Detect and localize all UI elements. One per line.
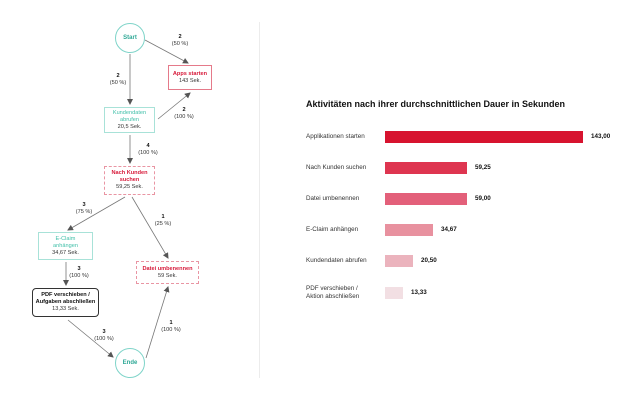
bar-value-label: 34,67 [441,226,457,233]
node-kundendaten-abrufen [104,107,155,133]
bar-category-label: Nach Kunden suchen [306,164,367,171]
edge-label: 1 (25 %) [154,214,172,227]
node-apps-starten [168,65,212,90]
edge-label: 2 (100 %) [174,107,194,120]
node-start [115,23,145,53]
node-ende [115,348,145,378]
node-ende-label: Ende [122,359,138,366]
bar-category-label: PDF verschieben / Aktion abschließen [306,285,360,300]
node-duration: 13,33 Sek. [52,306,79,312]
bar [385,287,403,299]
edge-label: 3 (75 %) [75,202,93,215]
node-name-line1: Kundendaten [112,109,147,116]
node-name: Datei umbenennen [142,265,193,272]
node-nach-kunden-suchen [104,166,155,195]
bar-category-label: Applikationen starten [306,133,365,140]
edge-label: 2 (50 %) [109,73,127,86]
bar-value-label: 20,50 [421,257,437,264]
bar-category-label: Datei umbenennen [306,195,360,202]
edge-label: 2 (50 %) [171,34,189,47]
edge-label: 3 (100 %) [94,329,114,342]
node-name-line2: Aufgaben abschließen [35,299,96,305]
node-name-line2: abrufen [120,116,139,123]
edge-label: 1 (100 %) [161,320,181,333]
node-name-line2: suchen [119,177,140,183]
node-eclaim-anhaengen [38,232,93,260]
bar-value-label: 59,00 [475,195,491,202]
node-duration: 20,5 Sek. [117,123,142,130]
edge-label: 4 (100 %) [138,143,158,156]
node-start-label: Start [123,34,137,41]
chart-title: Aktivitäten nach ihrer durchschnittlichen Dauer in Sekunden [306,99,566,109]
bar-category-label: E-Claim anhängen [306,226,359,233]
bar-category-label: Kundendaten abrufen [306,257,367,264]
node-name-line1: E-Claim [55,235,76,242]
bar [385,131,583,143]
bar [385,162,467,174]
section-divider [259,22,260,378]
node-pdf-verschieben [32,288,99,317]
bar-value-label: 143,00 [591,133,611,140]
bar-value-label: 59,25 [475,164,491,171]
bar [385,255,413,267]
bar-value-label: 13,33 [411,289,427,296]
node-name-line1: Nach Kunden [111,170,148,176]
bar [385,224,433,236]
edge-label: 3 (100 %) [69,266,89,279]
bar [385,193,467,205]
node-duration: 59 Sek. [158,272,177,279]
node-duration: 143 Sek. [178,77,202,84]
node-datei-umbenennen [136,261,199,284]
node-name-line2: anhängen [53,242,78,249]
node-duration: 34,67 Sek. [52,249,79,256]
node-name: Apps starten [172,70,208,77]
node-name-line1: PDF verschieben / [41,292,90,298]
node-duration: 59,25 Sek. [116,184,143,190]
